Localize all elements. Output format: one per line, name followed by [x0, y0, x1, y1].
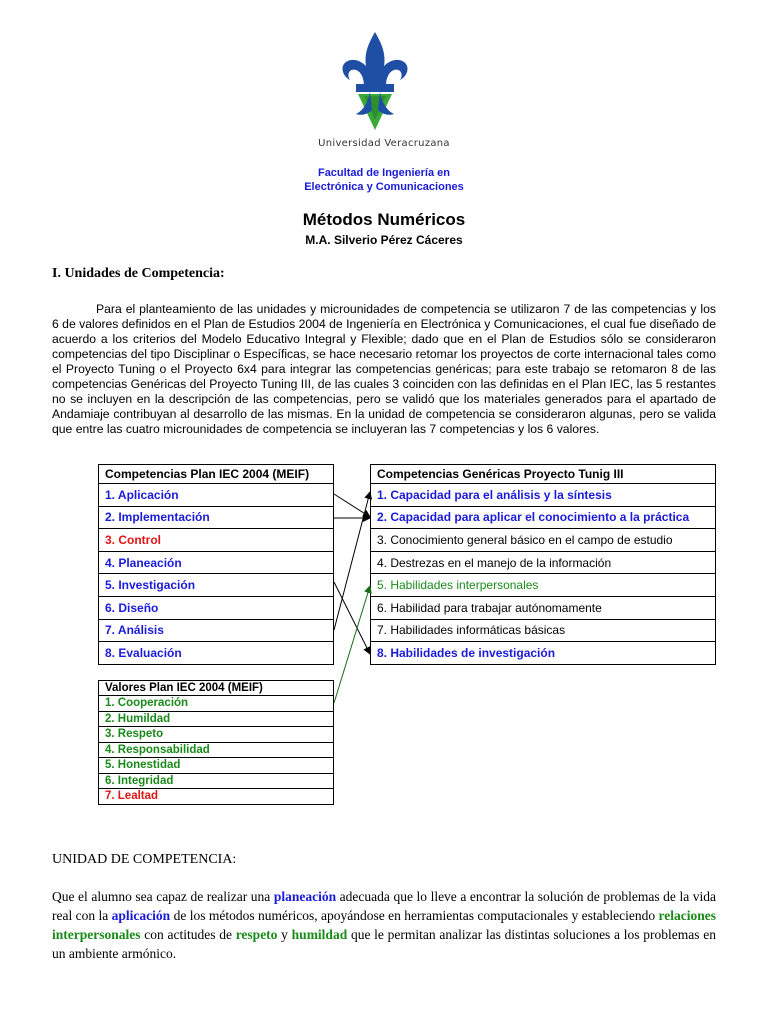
table-row: 3. Respeto — [99, 727, 334, 743]
highlight-planeacion: planeación — [273, 889, 337, 904]
text-span: Que el alumno sea capaz de realizar una — [52, 889, 274, 904]
table-row: 5. Habilidades interpersonales — [371, 574, 716, 597]
faculty-line-1: Facultad de Ingeniería en — [317, 167, 451, 179]
table-row: 1. Aplicación — [99, 484, 334, 507]
text-span: con actitudes de — [140, 927, 236, 942]
table-row: 5. Honestidad — [99, 758, 334, 774]
table-row: 8. Evaluación — [99, 642, 334, 665]
table-row: 1. Capacidad para el análisis y la síntesis — [371, 484, 716, 507]
table-row: 3. Control — [99, 529, 334, 552]
table-row: 4. Planeación — [99, 551, 334, 574]
table-row: 7. Análisis — [99, 619, 334, 642]
highlight-respeto: respeto — [235, 927, 278, 942]
section-heading-units: I. Unidades de Competencia: — [52, 266, 225, 281]
table-header: Competencias Genéricas Proyecto Tunig III — [371, 465, 716, 484]
table-header: Valores Plan IEC 2004 (MEIF) — [99, 681, 334, 696]
table-row: 2. Capacidad para aplicar el conocimiento a la práctica — [371, 506, 716, 529]
section-paragraph: Para el planteamiento de las unidades y microunidades de competencia se utilizaron 7 de las competencias y los 6 de valores definidos en el Plan de Estudios 2004 de Ingeniería en Electrónica y Comunicaciones, el cual fue diseñado de acuerdo a los criterios del Modelo Educativo Integral y Flexible; dado que en el Plan de Estudios sólo se consideraron competencias del tipo Disciplinar o Específicas, se hace necesario retomar los proyectos de corte internacional tales como el Proyecto Tuning o el Proyecto 6x4 para integrar las competencias genéricas; para este trabajo se retomaron 8 de las competencias Genéricas del Proyecto Tuning III, de las cuales 3 coinciden con las definidas en el Plan IEC, las 5 restantes no se incluyen en la descripción de las competencias, pero se validó que los materiales generados para el apartado de Andamiaje contribuyan al desarrollo de las mismas. En la unidad de competencia se consideraron algunas, pero se valida que entre las cuatro microunidades de competencia se incluyeran las 7 competencias y los 6 valores. — [52, 302, 716, 436]
table-row: 4. Responsabilidad — [99, 742, 334, 758]
text-span: y — [277, 927, 292, 942]
document-author: M.A. Silverio Pérez Cáceres — [305, 233, 463, 247]
arrow-cooperacion-to-interpersonales — [334, 586, 370, 703]
table-row: 2. Humildad — [99, 711, 334, 727]
table-row: 5. Investigación — [99, 574, 334, 597]
highlight-aplicacion: aplicación — [111, 908, 171, 923]
table-row: 3. Conocimiento general básico en el campo de estudio — [371, 529, 716, 552]
highlight-relaciones: relaciones interpersonales — [52, 908, 716, 942]
text-span: adecuada que lo lleve a encontrar la solución de problemas de la vida real con la — [52, 889, 716, 923]
table-row: 6. Habilidad para trabajar autónomamente — [371, 596, 716, 619]
unidad-paragraph — [52, 887, 716, 963]
section-heading-unidad: UNIDAD DE COMPETENCIA: — [52, 852, 237, 867]
faculty-line-2: Electrónica y Comunicaciones — [304, 181, 464, 193]
highlight-humildad: humildad — [291, 927, 348, 942]
arrow-analisis-to-analisis-sintesis — [334, 492, 370, 630]
table-row: 7. Lealtad — [99, 789, 334, 805]
table-row: 7. Habilidades informáticas básicas — [371, 619, 716, 642]
table-row: 2. Implementación — [99, 506, 334, 529]
table-row: 8. Habilidades de investigación — [371, 642, 716, 665]
table-header: Competencias Plan IEC 2004 (MEIF) — [99, 465, 334, 484]
table-row: 6. Integridad — [99, 773, 334, 789]
document-title: Métodos Numéricos — [302, 210, 466, 229]
text-span: que le permitan analizar las distintas soluciones a los problemas en un ambiente armónico. — [52, 927, 716, 961]
table-row: 4. Destrezas en el manejo de la información — [371, 551, 716, 574]
table-row: 1. Cooperación — [99, 696, 334, 712]
text-span: de los métodos numéricos, apoyándose en herramientas computacionales y estableciendo — [170, 908, 659, 923]
table-row: 6. Diseño — [99, 596, 334, 619]
university-name: Universidad Veracruzana — [318, 138, 450, 149]
